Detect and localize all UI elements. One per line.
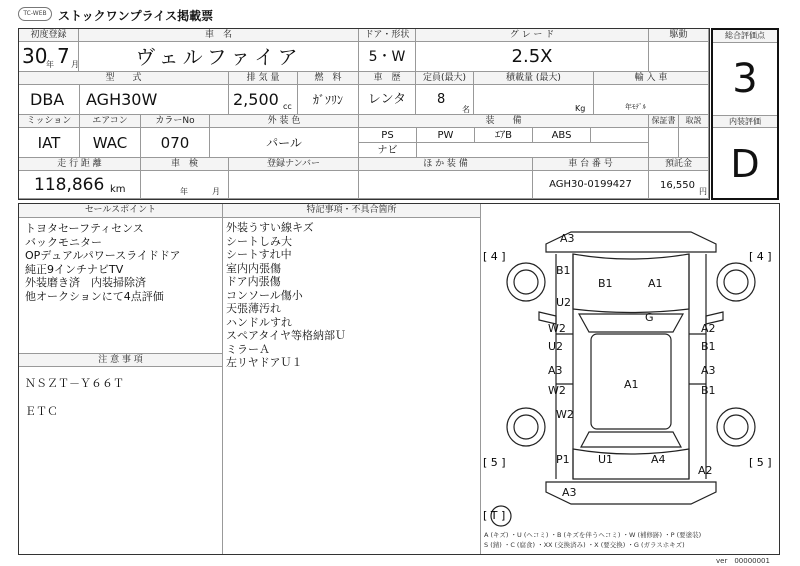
notes-item: ＥＴＣ — [25, 405, 58, 418]
label-mission: ミッション — [19, 115, 80, 128]
equip-airbag: ｴｱB — [475, 128, 533, 143]
load-unit: Kg — [575, 104, 586, 113]
drive-value — [649, 42, 709, 72]
door-shape: 5・W — [359, 42, 416, 72]
label-history: 車 歴 — [359, 72, 416, 85]
equip-navi: ナビ — [359, 143, 417, 158]
fuel: ｶﾞｿﾘﾝ — [298, 85, 359, 115]
mark-rear-right: A4 — [651, 453, 666, 466]
mark-roof-rear: A1 — [624, 378, 639, 391]
label-model: 型 式 — [19, 72, 229, 85]
spare-label: [ T ] — [483, 509, 506, 522]
sales-title: セールスポイント — [19, 204, 222, 218]
defect-item: 外装うすい線キズ — [226, 221, 314, 234]
price: 16,550 — [660, 180, 695, 191]
defects-title: 特記事項・不具合箇所 — [223, 204, 480, 218]
sales-item: トヨタセーフティセンス — [25, 222, 144, 235]
version-label: ver 00000001 — [716, 557, 770, 565]
label-inspection: 車 検 — [141, 158, 229, 171]
import-cell — [594, 85, 709, 115]
label-color-no: カラーNo — [141, 115, 210, 128]
equip-empty — [591, 128, 649, 143]
label-import: 輸 入 車 — [594, 72, 709, 85]
label-load: 積載量 (最大) — [474, 72, 594, 85]
mark-rear-left: P1 — [556, 453, 570, 466]
legend-line-2: S (錆) ・C (腐食) ・XX (交換済み) ・X (要交換) ・G (ガラスホキズ) — [484, 541, 685, 549]
label-plate: 登録ナンバー — [229, 158, 359, 171]
mark-rear-bumper: A3 — [562, 486, 577, 499]
notes-title: 注 意 事 項 — [19, 353, 222, 367]
sales-list — [25, 222, 181, 303]
equip-ps: PS — [359, 128, 417, 143]
color-no: 070 — [141, 128, 210, 158]
defect-item: ミラーＡ — [226, 342, 270, 356]
equip-row2 — [417, 143, 649, 158]
mark-left-rear-door-1: W2 — [548, 322, 566, 335]
model-code: AGH30W — [86, 90, 158, 109]
defect-item: コンソール傷小 — [226, 288, 303, 302]
plate-cell — [229, 171, 359, 199]
reg-year: 30 — [22, 44, 48, 68]
lower-divider-1 — [222, 204, 223, 554]
equip-pw: PW — [417, 128, 475, 143]
label-score: 総合評価点 — [713, 30, 777, 43]
mileage: 118,866 — [34, 175, 105, 195]
label-displacement: 排 気 量 — [229, 72, 298, 85]
mark-hood-1: B1 — [598, 277, 613, 290]
defect-item: シートしみ大 — [226, 234, 292, 248]
reg-year-unit: 年 — [46, 60, 54, 69]
score-value: 3 — [732, 56, 758, 102]
defects-list — [226, 221, 346, 370]
mark-roof: G — [645, 311, 654, 324]
label-interior: 内装評価 — [713, 115, 777, 128]
mileage-unit: km — [110, 184, 126, 195]
model-prefix: DBA — [30, 90, 65, 109]
logo: TC-WEB — [18, 7, 52, 21]
sales-item: バックモニター — [25, 235, 102, 249]
tire-fr-label: [ 4 ] — [749, 250, 772, 263]
reg-month: 7 — [57, 44, 70, 68]
tire-fl-label: [ 4 ] — [483, 250, 506, 263]
tire-rear-left-icon — [507, 408, 545, 446]
mark-rear-right-2: A2 — [698, 464, 713, 477]
mark-left-rear-fender: W2 — [556, 408, 574, 421]
tire-rr-label: [ 5 ] — [749, 456, 772, 469]
mark-right-front-door-2: B1 — [701, 340, 716, 353]
defect-item: 室内内張傷 — [226, 261, 281, 275]
label-drive: 駆動 — [649, 29, 709, 42]
import-note: 年ﾓﾃﾞﾙ — [625, 103, 646, 111]
tire-rear-right-icon — [717, 408, 755, 446]
label-exterior: 外 装 色 — [210, 115, 359, 128]
defect-item: 天張薄汚れ — [226, 302, 281, 315]
label-car-name: 車 名 — [79, 29, 359, 42]
mark-left-rear-door-2: U2 — [548, 340, 564, 353]
notes-item: ＮＳＺＴ－Ｙ６６Ｔ — [25, 377, 124, 390]
chassis-number: AGH30-0199427 — [533, 171, 649, 199]
history: レンタ — [359, 85, 416, 115]
mark-left-front-door: U2 — [556, 296, 572, 309]
insp-month-unit: 月 — [212, 187, 220, 196]
sales-item: OPデュアルパワースライドドア — [25, 249, 181, 262]
label-door-shape: ドア・形状 — [359, 29, 416, 42]
label-other-equip: ほ か 装 備 — [359, 158, 533, 171]
sales-item: 他オークションにて4点評価 — [25, 289, 164, 303]
displacement-unit: cc — [283, 102, 292, 111]
sales-item: 純正9インチナビTV — [25, 262, 124, 276]
exterior-color: パール — [210, 128, 359, 158]
mark-left-front-fender: B1 — [556, 264, 571, 277]
label-grade: グ レ ー ド — [416, 29, 649, 42]
form-title: ストックワンプライス掲載票 — [58, 9, 214, 23]
mark-front-bumper: A3 — [560, 232, 575, 245]
mission: IAT — [19, 128, 80, 158]
tire-front-right-icon — [717, 263, 755, 301]
capacity-unit: 名 — [462, 105, 470, 114]
reg-month-unit: 月 — [71, 60, 79, 69]
defect-item: ドア内張傷 — [226, 275, 281, 288]
tire-front-left-icon — [507, 263, 545, 301]
warranty-cell — [649, 128, 679, 158]
sales-item: 外装磨き済 内装掃除済 — [25, 276, 146, 289]
displacement: 2,500 — [233, 90, 279, 109]
label-warranty: 保証書 — [649, 115, 679, 128]
defect-item: ハンドルすれ — [226, 315, 292, 329]
label-chassis: 車 台 番 号 — [533, 158, 649, 171]
defect-item: スペアタイヤ等格納部Ｕ — [226, 329, 347, 342]
label-mileage: 走 行 距 離 — [19, 158, 141, 171]
label-aircon: エアコン — [80, 115, 141, 128]
tire-rl-label: [ 5 ] — [483, 456, 506, 469]
label-equipment: 装 備 — [359, 115, 649, 128]
mark-hood-2: A1 — [648, 277, 663, 290]
mark-right-rear-1: A3 — [701, 364, 716, 377]
mark-right-front-door-1: A2 — [701, 322, 716, 335]
insp-year-unit: 年 — [180, 187, 188, 196]
manual-cell — [679, 128, 709, 158]
label-price: 預託金 — [649, 158, 709, 171]
car-name: ヴェルファイア — [79, 42, 359, 72]
interior-value: D — [730, 142, 760, 186]
mark-left-quarter-1: A3 — [548, 364, 563, 377]
label-manual: 取説 — [679, 115, 709, 128]
defect-item: シートすれ中 — [226, 248, 292, 261]
label-first-reg: 初度登録 — [19, 29, 79, 42]
price-unit: 円 — [699, 187, 707, 196]
other-equip-cell — [359, 171, 533, 199]
mark-right-rear-2: B1 — [701, 384, 716, 397]
mark-rear-center: U1 — [598, 453, 614, 466]
grade-value: 2.5X — [416, 42, 649, 72]
mark-left-quarter-2: W2 — [548, 384, 566, 397]
legend-line-1: A (キズ) ・U (ヘコミ) ・B (キズを伴うヘコミ) ・W (補修跡) ・P (要塗装) — [484, 531, 702, 539]
capacity: 8 — [437, 92, 446, 107]
equip-abs: ABS — [533, 128, 591, 143]
defect-item: 左リヤドアＵ１ — [226, 356, 303, 369]
aircon: WAC — [80, 128, 141, 158]
label-capacity: 定員(最大) — [416, 72, 474, 85]
label-fuel: 燃 料 — [298, 72, 359, 85]
